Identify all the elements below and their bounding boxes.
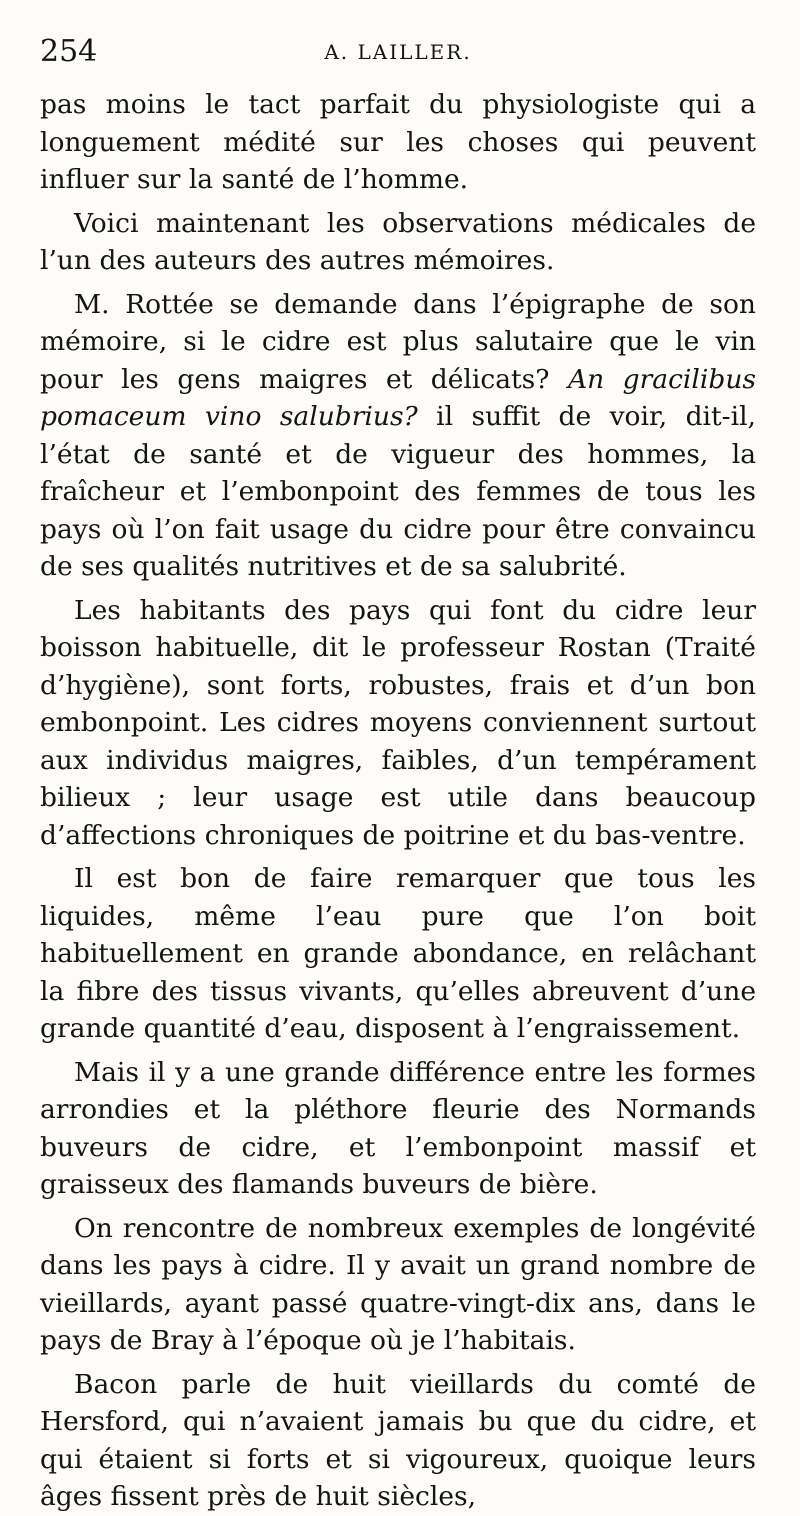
paragraph-bacon: Bacon parle de huit vieillards du comté de Hersford, qui n’avaient jamais bu que du cidre, et qui étaient si forts et si vigoureux, quoique leurs âges fissent près de huit siècles, [40, 1368, 756, 1512]
paragraph-rottee-text-after: il suffit de voir, dit-il, l’état de santé et de vigueur des hommes, la fraîcheur et l’embonpoint des femmes de tous les pays où l’on fait usage du cidre pour être convaincu de ses qualités nutritives et de sa salubrité. [40, 401, 756, 582]
latin-epigraph: An gracilibus pomaceum vino salubrius? [40, 363, 756, 432]
paragraph-normands-flamands: Mais il y a une grande différence entre les formes arrondies et la pléthore fleurie des Normands buveurs de cidre, et l’embonpoint massif et graisseux des flamands buveurs de bière. [40, 1056, 756, 1200]
paragraph-continuation: pas moins le tact parfait du physiologiste qui a longuement médité sur les choses qui peuvent influer sur la santé de l’homme. [40, 89, 756, 195]
paragraph-longevity: On rencontre de nombreux exemples de longévité dans les pays à cidre. Il y avait un grand nombre de vieillards, ayant passé quatre-vingt-dix ans, dans le pays de Bray à l’époque où je l’habitais. [40, 1212, 756, 1356]
paragraph-medical-observations-intro: Voici maintenant les observations médicales de l’un des auteurs des autres mémoires. [40, 207, 756, 276]
page-number: 254 [40, 34, 98, 69]
paragraph-rottee-text-before: M. Rottée se demande dans l’épigraphe de son mémoire, si le cidre est plus salutaire que le vin pour les gens maigres et délicats? [40, 288, 756, 395]
book-page [40, 32, 756, 1516]
running-title: A. LAILLER. [324, 40, 472, 64]
running-head [40, 32, 756, 72]
paragraph-rottee-epigraph [40, 286, 756, 586]
paragraph-liquids-remark: Il est bon de faire remarquer que tous les liquides, même l’eau pure que l’on boit habituellement en grande abondance, en relâchant la fibre des tissus vivants, qu’elles abreuvent d’une grande quantité d’eau, disposent à l’engraissement. [40, 863, 756, 1044]
paragraph-rostan-quote: Les habitants des pays qui font du cidre leur boisson habituelle, dit le professeur Rostan (Traité d’hygiène), sont forts, robustes, frais et d’un bon embonpoint. Les cidres moyens conviennent surtout aux individus maigres, faibles, d’un tempérament bilieux ; leur usage est utile dans beaucoup d’affections chroniques de poitrine et du bas-ventre. [40, 594, 756, 851]
body-text [40, 86, 756, 1516]
